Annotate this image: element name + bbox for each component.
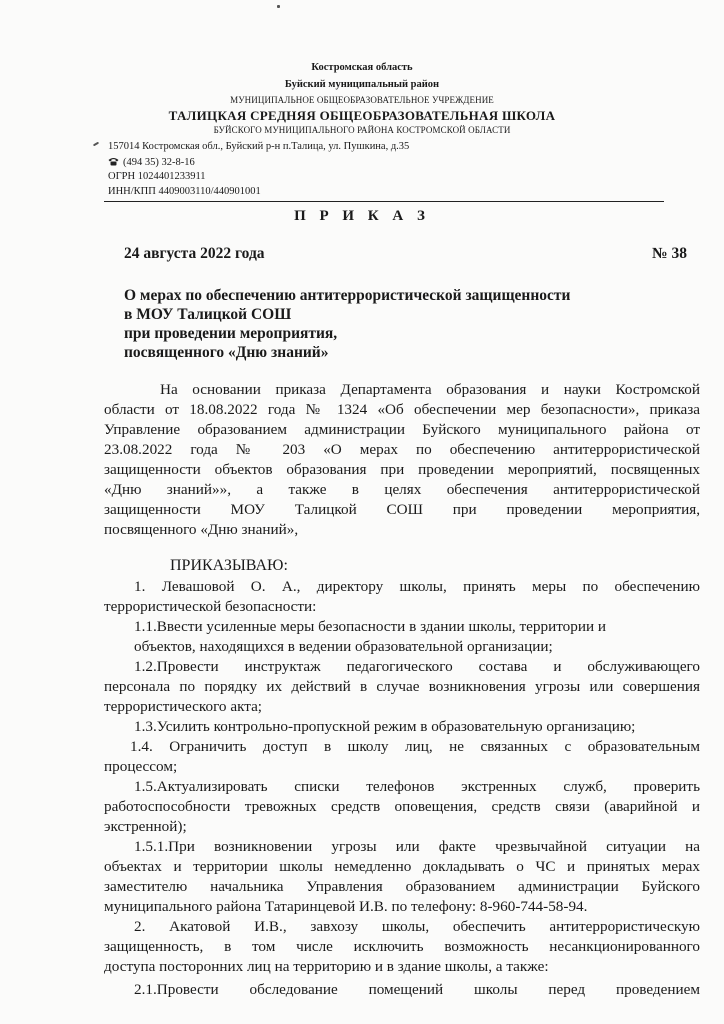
order-line: 1.1.Ввести усиленные меры безопасности в здании школы, территории и bbox=[134, 618, 607, 635]
document-title: П Р И К А З bbox=[294, 208, 430, 224]
order-line: 1.5.Актуализировать списки телефонов экстренных служб, проверить bbox=[134, 778, 700, 795]
document-number: № 38 bbox=[652, 245, 687, 262]
header-divider bbox=[104, 201, 664, 202]
order-line: заместителю начальника Управления образованием администрации Буйского bbox=[104, 878, 700, 895]
order-line: террористического акта; bbox=[104, 698, 263, 715]
order-line: доступа посторонних лиц на территорию и в здание школы, а также: bbox=[104, 958, 549, 975]
subject-line: при проведении мероприятия, bbox=[124, 325, 338, 342]
subject-line: посвященного «Дню знаний» bbox=[124, 344, 329, 361]
subject-line: О мерах по обеспечению антитеррористической защищенности bbox=[124, 287, 571, 304]
order-line: 1.5.1.При возникновении угрозы или факте чрезвычайной ситуации на bbox=[134, 838, 700, 855]
contact-phone: (494 35) 32-8-16 bbox=[123, 157, 195, 168]
order-line: 1.2.Провести инструктаж педагогического состава и обслуживающего bbox=[134, 658, 700, 675]
contact-address: 157014 Костромская обл., Буйский р-н п.Талица, ул. Пушкина, д.35 bbox=[108, 141, 410, 152]
preamble-line: защищенности МОУ Талицкой СОШ при проведении мероприятия, bbox=[104, 501, 700, 518]
order-line: террористической безопасности: bbox=[104, 598, 317, 615]
order-line: 1.4. Ограничить доступ в школу лиц, не связанных с образовательным bbox=[130, 738, 700, 755]
order-line: работоспособности тревожных средств оповещения, средств связи (аварийной и bbox=[104, 798, 700, 815]
order-line: 1.3.Усилить контрольно-пропускной режим в образовательную организацию; bbox=[134, 718, 636, 735]
phone-icon bbox=[108, 157, 119, 166]
scan-speck bbox=[93, 142, 99, 147]
header-school-district: БУЙСКОГО МУНИЦИПАЛЬНОГО РАЙОНА КОСТРОМСКОЙ ОБЛАСТИ bbox=[213, 125, 511, 135]
order-line: 2. Акатовой И.В., завхозу школы, обеспечить антитеррористическую bbox=[134, 918, 700, 935]
contact-phone-line bbox=[108, 156, 195, 168]
preamble-line: 23.08.2022 года № 203 «О мерах по обеспечению антитеррористической bbox=[104, 441, 700, 458]
order-line: объектов, находящихся в ведении образовательной организации; bbox=[134, 638, 553, 655]
contact-ogrn: ОГРН 1024401233911 bbox=[108, 171, 206, 182]
order-heading: ПРИКАЗЫВАЮ: bbox=[170, 557, 288, 574]
order-line: 1. Левашовой О. А., директору школы, принять меры по обеспечению bbox=[134, 578, 700, 595]
document-date: 24 августа 2022 года bbox=[124, 245, 265, 262]
header-institution-type: МУНИЦИПАЛЬНОЕ ОБЩЕОБРАЗОВАТЕЛЬНОЕ УЧРЕЖДЕНИЕ bbox=[230, 95, 494, 105]
preamble-line: «Дню знаний»», а также в целях обеспечения антитеррористической bbox=[104, 481, 700, 498]
subject-line: в МОУ Талицкой СОШ bbox=[124, 306, 292, 323]
header-region: Костромская область bbox=[311, 62, 413, 73]
preamble-line: защищенности объектов образования при проведении мероприятий, посвященных bbox=[104, 461, 700, 478]
order-line: экстренной); bbox=[104, 818, 187, 835]
contact-inn-kpp: ИНН/КПП 4409003110/440901001 bbox=[108, 186, 261, 197]
order-line: муниципального района Татаринцевой И.В. по телефону: 8-960-744-58-94. bbox=[104, 898, 588, 915]
header-school-name: ТАЛИЦКАЯ СРЕДНЯЯ ОБЩЕОБРАЗОВАТЕЛЬНАЯ ШКОЛА bbox=[168, 108, 556, 123]
preamble-line: области от 18.08.2022 года № 1324 «Об обеспечении мер безопасности», приказа bbox=[104, 401, 700, 418]
order-line: процессом; bbox=[104, 758, 178, 775]
preamble-line: Управление образованием администрации Буйского муниципального района от bbox=[104, 421, 700, 438]
header-district: Буйский муниципальный район bbox=[284, 79, 440, 90]
preamble-line: посвященного «Дню знаний», bbox=[104, 521, 299, 538]
order-line: объектах и территории школы немедленно докладывать о ЧС и принятых мерах bbox=[104, 858, 700, 875]
order-line: 2.1.Провести обследование помещений школы перед проведением bbox=[134, 981, 700, 998]
preamble-line: На основании приказа Департамента образования и науки Костромской bbox=[160, 381, 700, 398]
order-line: защищенность, в том числе исключить возможность несанкционированного bbox=[104, 938, 700, 955]
scan-speck bbox=[277, 5, 280, 8]
order-line: персонала по порядку их действий в случае возникновения угрозы или совершения bbox=[104, 678, 700, 695]
